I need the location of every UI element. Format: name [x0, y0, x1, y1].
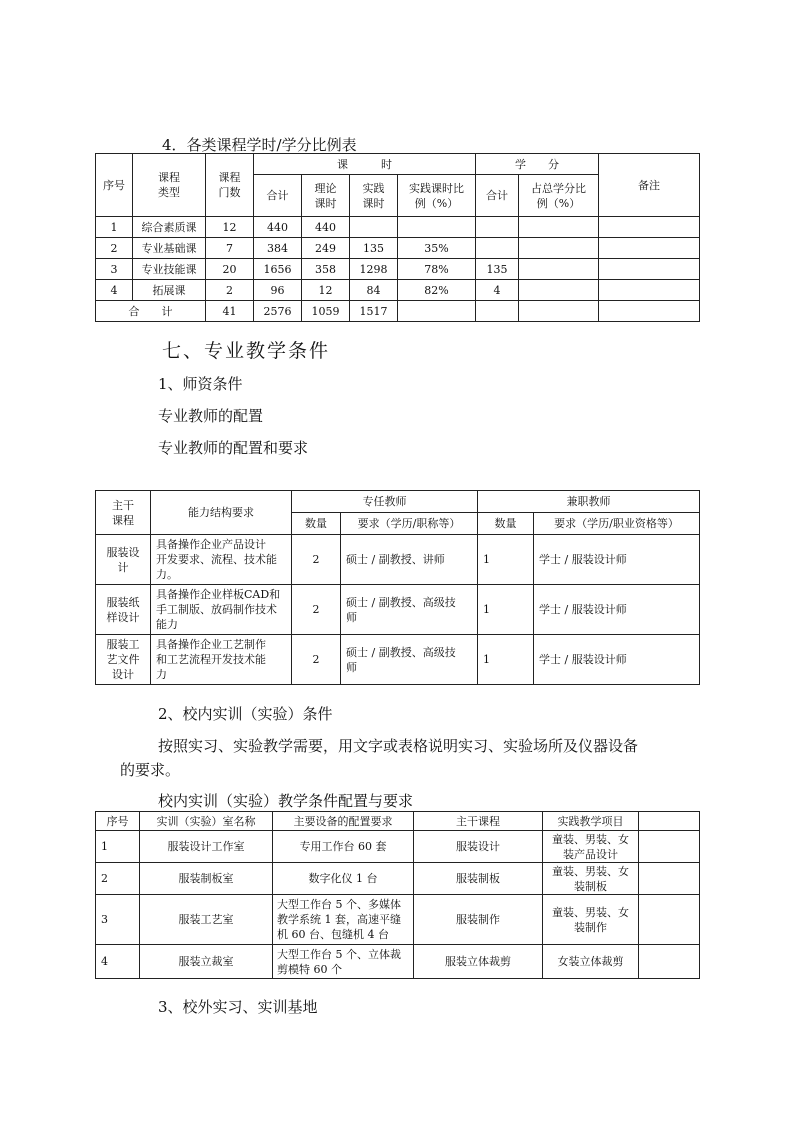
header-practice-ratio: 实践课时比 例（%） [398, 175, 476, 217]
header-qty2: 数量 [478, 513, 534, 535]
section4-title: 4．各类课程学时/学分比例表 [162, 136, 357, 154]
teacher-config-text: 专业教师的配置 [158, 407, 264, 425]
subsection3-title: 3、校外实习、实训基地 [158, 998, 318, 1016]
table-header-row: 序号 实训（实验）室名称 主要设备的配置要求 主干课程 实践教学项目 [96, 812, 700, 831]
table3-title: 校内实训（实验）教学条件配置与要求 [158, 792, 414, 810]
teacher-config-req-text: 专业教师的配置和要求 [158, 439, 309, 457]
header-hours-total: 合计 [254, 175, 302, 217]
table-row: 3 专业技能课 20 1656 358 1298 78% 135 [96, 259, 700, 280]
header-fulltime: 专任教师 [292, 491, 478, 513]
table-row: 服装设 计 具备操作企业产品设计 开发要求、流程、技术能 力。 2 硕士 / 副教授、讲师 1 学士 / 服装设计师 [96, 535, 700, 585]
table-row: 4 服装立裁室 大型工作台 5 个、立体裁 剪模特 60 个 服装立体裁剪 女装立体裁剪 [96, 945, 700, 979]
table-row: 服装纸 样设计 具备操作企业样板CAD和 手工制版、放码制作技术 能力 2 硕士 / 副教授、高级技 师 1 学士 / 服装设计师 [96, 585, 700, 635]
teacher-table [95, 490, 700, 685]
header-seq: 序号 [96, 154, 133, 217]
header-credit-ratio: 占总学分比 例（%） [519, 175, 599, 217]
header-main-course: 主干 课程 [96, 491, 151, 535]
header-hours: 课 时 [254, 154, 476, 175]
header-theory-hours: 理论 课时 [302, 175, 350, 217]
section7-title: 七、专业教学条件 [162, 340, 331, 362]
paragraph-line1: 按照实习、实验教学需要，用文字或表格说明实习、实验场所及仪器设备 [158, 737, 639, 755]
header-course-type: 课程 类型 [133, 154, 206, 217]
subsection1-title: 1、师资条件 [158, 375, 243, 393]
header-practice-hours: 实践 课时 [350, 175, 398, 217]
table-total-row: 合 计 41 2576 1059 1517 [96, 301, 700, 322]
header-qty1: 数量 [292, 513, 341, 535]
header-req1: 要求（学历/职称等） [341, 513, 478, 535]
header-ability: 能力结构要求 [151, 491, 292, 535]
header-req2: 要求（学历/职业资格等） [534, 513, 700, 535]
table-row: 1 综合素质课 12 440 440 [96, 217, 700, 238]
table-row: 1 服装设计工作室 专用工作台 60 套 服装设计 童装、男装、女 装产品设计 [96, 831, 700, 863]
subsection2-title: 2、校内实训（实验）条件 [158, 705, 333, 723]
header-parttime: 兼职教师 [478, 491, 700, 513]
training-table [95, 811, 700, 979]
header-credit-total: 合计 [476, 175, 519, 217]
header-credits: 学 分 [476, 154, 599, 175]
header-note: 备注 [599, 154, 700, 217]
table-row: 4 拓展课 2 96 12 84 82% 4 [96, 280, 700, 301]
paragraph-line2: 的要求。 [120, 761, 181, 779]
table-row: 2 专业基础课 7 384 249 135 35% [96, 238, 700, 259]
header-course-count: 课程 门数 [206, 154, 254, 217]
table-row: 服装工 艺文件 设计 具备操作企业工艺制作 和工艺流程开发技术能 力 2 硕士 / 副教授、高级技 师 1 学士 / 服装设计师 [96, 635, 700, 685]
table-row: 2 服装制板室 数字化仪 1 台 服装制板 童装、男装、女 装制板 [96, 863, 700, 895]
table-row: 3 服装工艺室 大型工作台 5 个、多媒体 教学系统 1 套，高速平缝 机 60 台、包缝机 4 台 服装制作 童装、男装、女 装制作 [96, 895, 700, 945]
credit-hours-table [95, 153, 700, 322]
